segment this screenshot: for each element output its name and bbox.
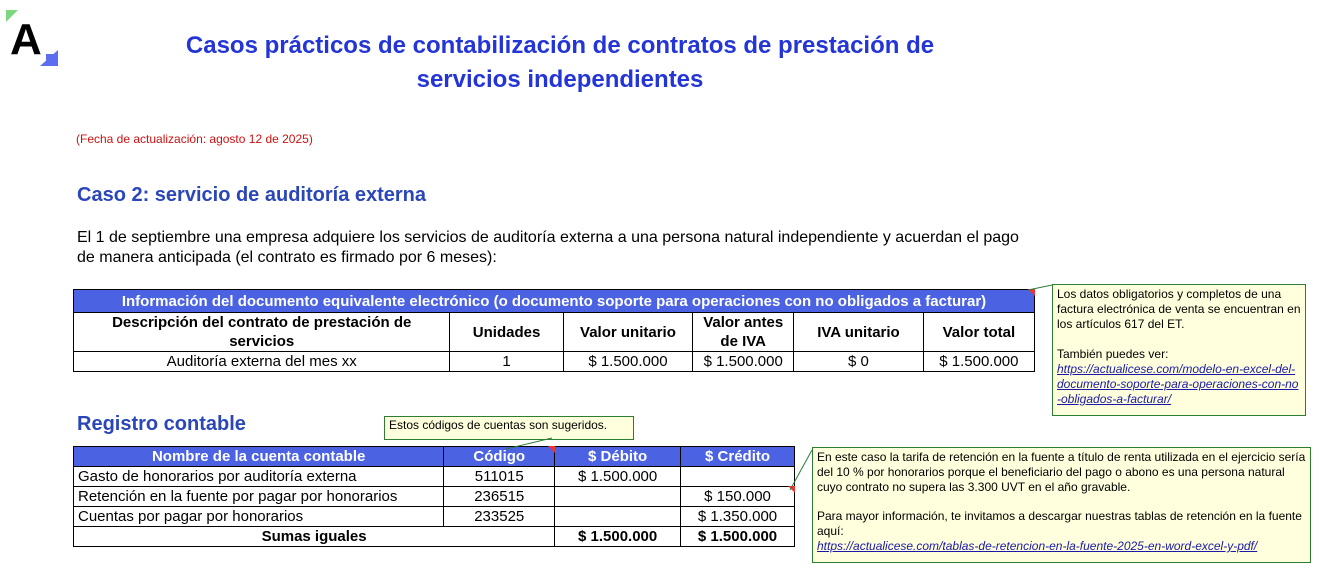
intro-text: El 1 de septiembre una empresa adquiere los servicios de auditoría externa a una persona natural independiente y acuerdan el pago de manera anticipada (el contrato es firmado por 6 meses): xyxy=(77,229,1019,266)
comment-box-retencion xyxy=(812,447,1311,563)
ledger-cell: Cuentas por pagar por honorarios xyxy=(74,507,444,527)
comment-box-codigos: Estos códigos de cuentas son sugeridos. xyxy=(384,416,634,440)
comment-text: Para mayor información, te invitamos a descargar nuestras tablas de retención en la fuente aquí: xyxy=(817,509,1302,538)
ledger-col-cuenta: Nombre de la cuenta contable xyxy=(74,447,444,467)
comment-link[interactable]: https://actualicese.com/modelo-en-excel-del-documento-soporte-para-operaciones-con-no-obligados-a-facturar/ xyxy=(1057,362,1299,406)
ledger-cell: Retención en la fuente por pagar por honorarios xyxy=(74,487,444,507)
comment-connector xyxy=(1024,282,1054,294)
page-title-line1: Casos prácticos de contabilización de contratos de prestación de xyxy=(185,32,935,59)
col-unidades: Unidades xyxy=(450,313,563,352)
ledger-cell: Gasto de honorarios por auditoría externa xyxy=(74,467,444,487)
table-row xyxy=(74,467,795,487)
update-note: (Fecha de actualización: agosto 12 de 2025) xyxy=(76,132,313,146)
col-descripcion: Descripción del contrato de prestación de servicios xyxy=(74,313,450,352)
totals-label: Sumas iguales xyxy=(74,527,555,547)
ledger-col-credito: $ Crédito xyxy=(681,447,795,467)
ledger-cell: $ 150.000 xyxy=(681,487,795,507)
ledger-col-debito: $ Débito xyxy=(555,447,681,467)
logo xyxy=(6,10,60,66)
comment-connector xyxy=(500,437,560,451)
logo-letter: A xyxy=(10,15,42,64)
col-valor-total: Valor total xyxy=(923,313,1034,352)
ledger-cell xyxy=(555,507,681,527)
ledger-table xyxy=(73,446,795,547)
ledger-cell xyxy=(555,487,681,507)
cell-valor-total: $ 1.500.000 xyxy=(923,352,1034,372)
cell-valor-antes-iva: $ 1.500.000 xyxy=(693,352,794,372)
col-valor-unitario: Valor unitario xyxy=(563,313,693,352)
comment-text: También puedes ver: xyxy=(1057,347,1169,361)
comment-box-factura xyxy=(1052,284,1306,416)
comment-text: Los datos obligatorios y completos de una factura electrónica de venta se encuentran en los artículos 617 del ET. xyxy=(1057,287,1301,331)
cell-descripcion: Auditoría externa del mes xx xyxy=(74,352,450,372)
totals-row xyxy=(74,527,795,547)
col-iva-unitario: IVA unitario xyxy=(794,313,924,352)
cell-valor-unitario: $ 1.500.000 xyxy=(563,352,693,372)
document-table-header: Información del documento equivalente electrónico (o documento soporte para operaciones con no obligados a facturar) xyxy=(74,290,1035,313)
document-table xyxy=(73,289,1035,372)
ledger-cell: 511015 xyxy=(444,467,555,487)
registro-title: Registro contable xyxy=(77,413,246,435)
table-row xyxy=(74,507,795,527)
page-title-line2: servicios independientes xyxy=(416,66,704,93)
comment-connector xyxy=(788,446,818,496)
cell-iva-unitario: $ 0 xyxy=(794,352,924,372)
ledger-cell: $ 1.350.000 xyxy=(681,507,795,527)
col-valor-antes-iva: Valor antes de IVA xyxy=(693,313,794,352)
cell-unidades: 1 xyxy=(450,352,563,372)
totals-debito: $ 1.500.000 xyxy=(555,527,681,547)
comment-text: En este caso la tarifa de retención en la fuente a título de renta utilizada en el ejercicio sería del 10 % por honorarios porque el beneficiario del pago o abono es una persona natural cuyo contrato no supera las 3.300 UVT en el año gravable. xyxy=(817,450,1306,494)
ledger-cell: 236515 xyxy=(444,487,555,507)
case-title: Caso 2: servicio de auditoría externa xyxy=(77,184,427,206)
ledger-col-codigo: Código xyxy=(444,447,555,467)
ledger-cell xyxy=(681,467,795,487)
ledger-cell: 233525 xyxy=(444,507,555,527)
table-row xyxy=(74,487,795,507)
ledger-cell: $ 1.500.000 xyxy=(555,467,681,487)
totals-credito: $ 1.500.000 xyxy=(681,527,795,547)
comment-link[interactable]: https://actualicese.com/tablas-de-retencion-en-la-fuente-2025-en-word-excel-y-pdf/ xyxy=(817,539,1258,553)
